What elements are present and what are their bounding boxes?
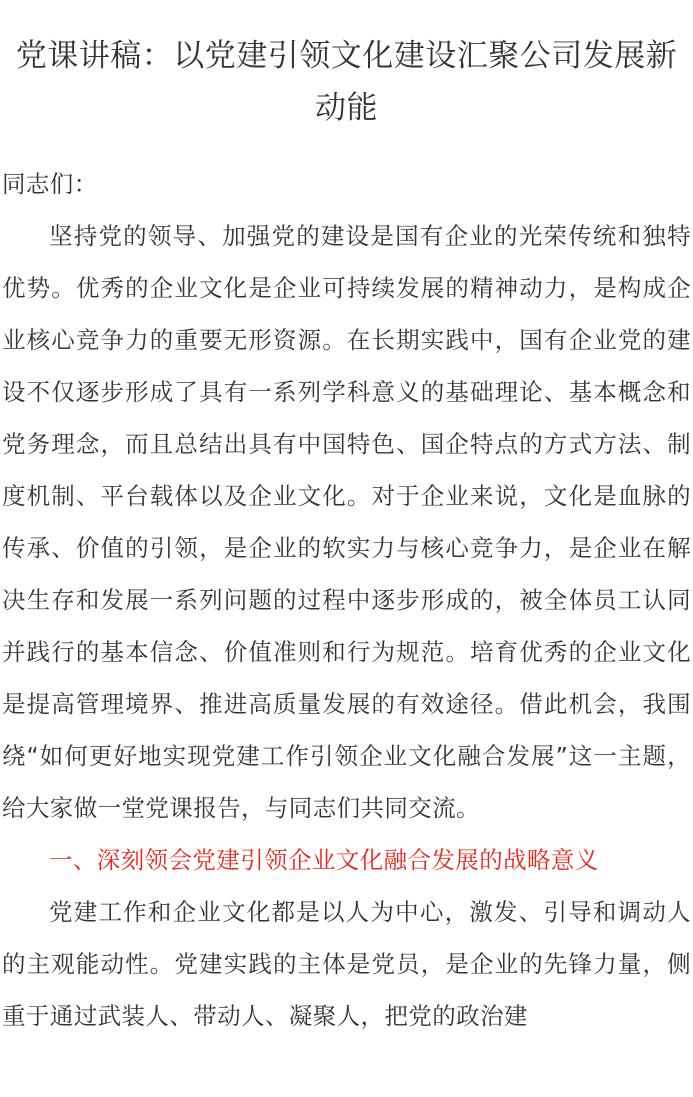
section-heading: 一、深刻领会党建引领企业文化融合发展的战略意义 [49, 846, 599, 874]
body-paragraph: 坚持党的领导、加强党的建设是国有企业的光荣传统和独特优势。优秀的企业文化是企业可持续发展的精神动力，是构成企业核心竞争力的重要无形资源。在长期实践中，国有企业党的建设不仅逐步形成了具有一系列学科意义的基础理论、基本概念和党务理念，而且总结出具有中国特色、国企特点的方式方法、制度机制、平台载体以及企业文化。对于企业来说，文化是血脉的传承、价值的引领，是企业的软实力与核心竞争力，是企业在解决生存和发展一系列问题的过程中逐步形成的，被全体员工认同并践行的基本信念、价值准则和行为规范。培育优秀的企业文化是提高管理境界、推进高质量发展的有效途径。借此机会，我围绕“如何更好地实现党建工作引领企业文化融合发展”这一主题，给大家做一堂党课报告，与同志们共同交流。 [2, 222, 691, 822]
section-paragraph: 党建工作和企业文化都是以人为中心，激发、引导和调动人的主观能动性。党建实践的主体是党员，是企业的先锋力量，侧重于通过武装人、带动人、凝聚人，把党的政治建 [2, 898, 691, 1030]
salutation: 同志们： [2, 170, 98, 198]
article-title: 党课讲稿：以党建引领文化建设汇聚公司发展新动能 [15, 38, 678, 126]
article-body [0, 158, 693, 1042]
